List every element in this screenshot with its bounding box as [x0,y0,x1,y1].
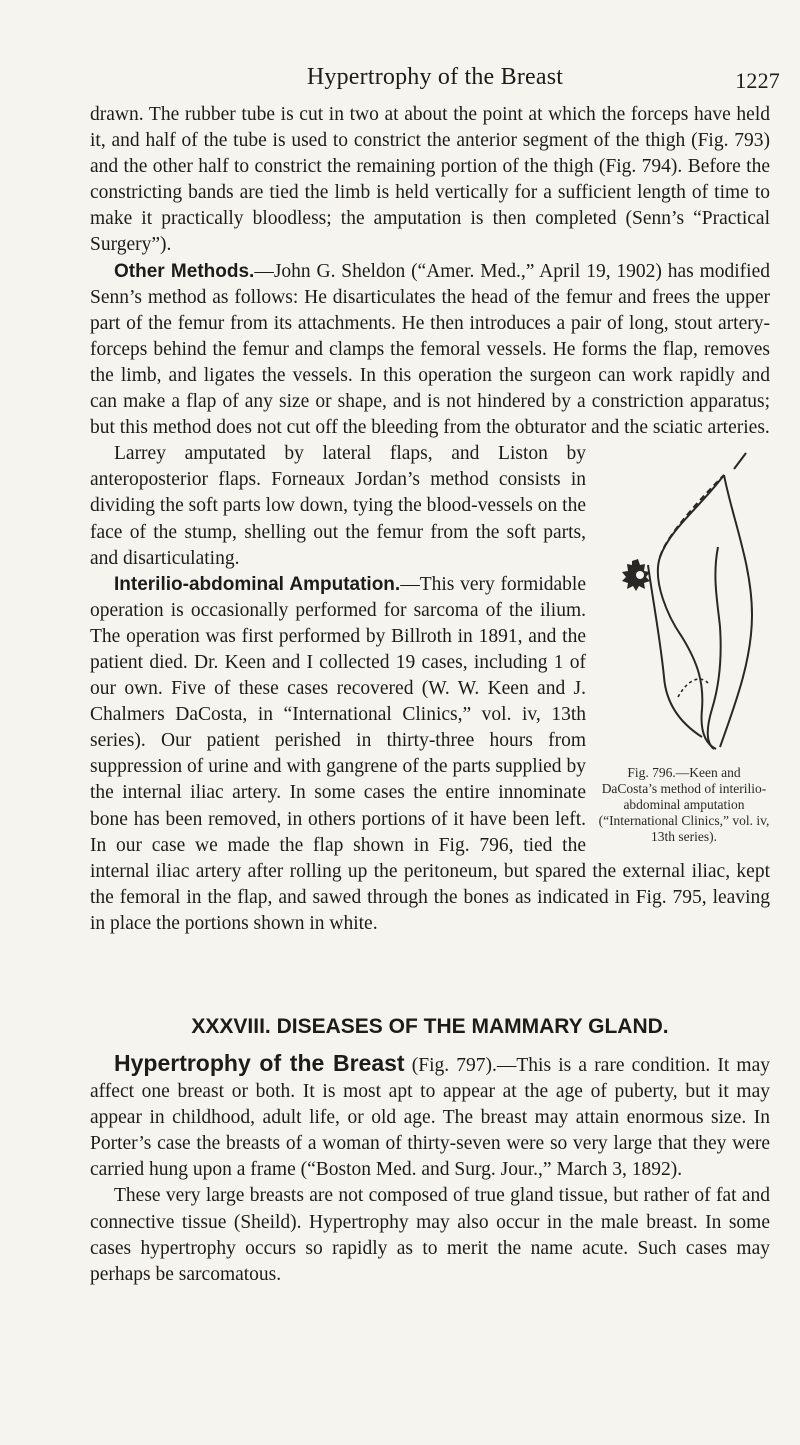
amputation-flap-illustration [608,447,758,763]
paragraph-other-methods [90,259,770,442]
run-in-heading-hypertrophy: Hypertrophy of the Breast [114,1050,405,1076]
paragraph-hypertrophy-text: (Fig. 797).—This is a rare condition. It may affect one breast or both. It is most apt to appear at the age of puberty, but it may appear in childhood, adult life, or old age. The breast may attain enormous size. In Porter’s case the breasts of a woman of thirty-seven were so very large that they were carried hung upon a frame (“Boston Med. and Surg. Jour.,” March 3, 1892). [90,1055,770,1181]
body-text-top [90,102,770,937]
paragraph-interilio-text: —This very formidable operation is occasionally performed for sarcoma of the ilium. The operation was first performed by Billroth in 1891, and the patient died. Dr. Keen and I collected 19 cases, including 1 of our own. Five of these cases recovered (W. W. Keen and J. Chalmers DaCosta, in “International Clinics,” vol. iv, 13th series). Our patient perished in thirty-three hours from suppression of urine and with gangrene of the parts supplied by the internal iliac artery. In some cases the entire innominate bone has been removed, in others portions of it have been left. In our case we made the flap shown in Fig. 796, tied the internal iliac artery after rolling up the peritoneum, but spared the external iliac, kept the femoral in the flap, and sawed through the bones as indicated in Fig. 795, leaving in place the portions shown in white. [90,573,770,934]
run-in-heading-other-methods: Other Methods. [114,260,255,282]
body-text-bottom [90,1050,770,1288]
figure-caption: Fig. 796.—Keen and DaCosta’s method of interilio-abdominal amputation (“International Clinics,” vol. iv, 13th series). [598,765,770,845]
paragraph-large-breasts: These very large breasts are not composed of true gland tissue, but rather of fat and connective tissue (Sheild). Hypertrophy may also occur in the male breast. In some cases hypertrophy occurs so rapidly as to merit the name acute. Such cases may perhaps be sarcomatous. [90,1185,770,1285]
paragraph-senn-method: drawn. The rubber tube is cut in two at about the point at which the forceps have held it, and half of the tube is used to constrict the anterior segment of the thigh (Fig. 793) and the other half to constrict the remaining portion of the thigh (Fig. 794). Before the constricting bands are tied the limb is held vertically for a sufficient length of time to make it practically bloodless; the amputation is then completed (Senn’s “Practical Surgery”). [90,104,770,256]
section-heading: XXXVIII. DISEASES OF THE MAMMARY GLAND. [191,1015,669,1038]
page-title: Hypertrophy of the Breast [306,64,564,90]
run-in-heading-interilio: Interilio-abdominal Amputation. [114,573,401,595]
paragraph-hypertrophy [90,1050,770,1183]
paragraph-larrey: Larrey amputated by lateral flaps, and Liston by anteroposterior flaps. Forneaux Jordan’s method consists in dividing the soft parts low down, tying the blood-vessels on the face of the stump, shelling out the femur from the soft parts, and disarticulating. [90,443,586,569]
figure-796 [598,447,770,845]
running-header [90,64,780,91]
paragraph-other-methods-text: —John G. Sheldon (“Amer. Med.,” April 19, 1902) has modified Senn’s method as follows: He disarticulates the head of the femur and frees the upper part of the femur from its attachments. He then introduces a pair of long, stout artery-forceps behind the femur and clamps the femoral vessels. He forms the flap, removes the limb, and ligates the vessels. In this operation the surgeon can work rapidly and can make a flap of any size or shape, and is not hindered by a constriction apparatus; but this method does not cut off the bleeding from the obturator and the sciatic arteries. [90,260,770,439]
page-number: 1227 [735,68,780,93]
